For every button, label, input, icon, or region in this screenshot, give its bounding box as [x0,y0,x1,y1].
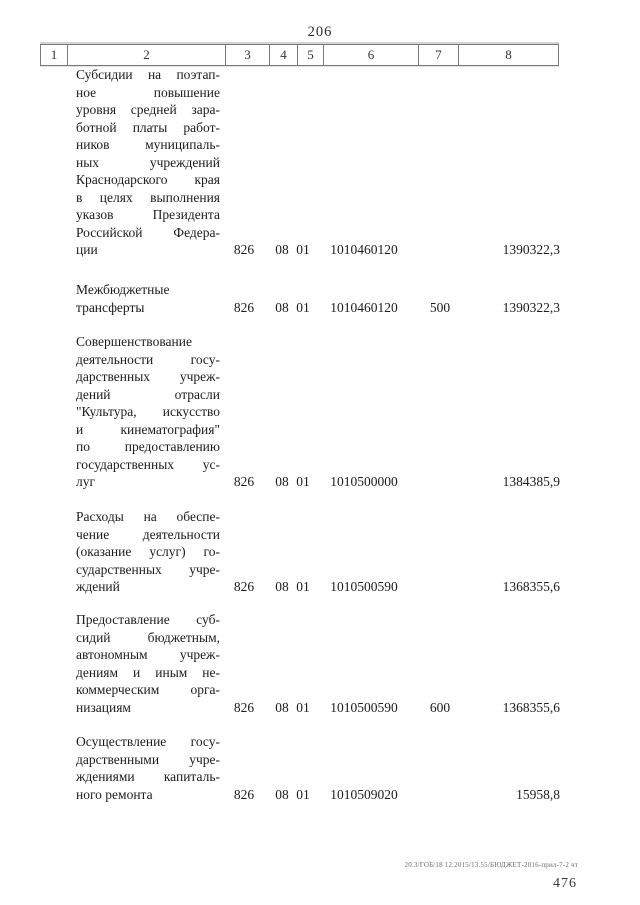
column-header-4: 4 [270,45,298,65]
text-line: дений отрасли [76,386,220,402]
row-name [76,333,220,491]
cell-section-code: 08 [275,299,289,315]
text-line: низациям [76,699,131,715]
cell-section-code: 08 [275,786,289,802]
column-header-8: 8 [505,47,512,62]
cell-subsection-code: 01 [296,474,310,489]
cell-amount: 1390322,3 [502,299,560,315]
text-line: по предоставлению [76,439,220,454]
column-header-1: 1 [41,45,68,65]
cell-section-code: 08 [275,579,289,594]
cell-expense-type-code: 600 [429,699,451,715]
text-line: луг [76,474,96,489]
row-codes [0,699,640,717]
cell-grbs-code: 826 [233,299,255,315]
cell-target-article-code: 1010500000 [330,474,398,489]
text-line: и кинематография" [76,421,220,437]
cell-target-article-code: 1010460120 [330,242,398,257]
cell-subsection-code: 01 [296,579,310,594]
text-line: дарственными учре- [76,751,220,767]
page-number-bottom: 476 [553,876,577,891]
text-line: ции [76,242,98,257]
cell-amount: 1368355,6 [502,579,560,594]
cell-grbs-code: 826 [233,242,255,257]
column-header-5: 5 [298,45,324,65]
text-line: Совершенствование [76,334,192,349]
cell-amount: 1390322,3 [502,242,560,257]
column-header-2: 2 [68,45,226,65]
row-codes [0,786,640,804]
text-line: трансферты [76,299,145,315]
text-line: государственных ус- [76,456,220,472]
cell-grbs-code: 826 [233,579,255,594]
text-line: ных учреждений [76,154,220,170]
text-line: деятельности госу- [76,351,220,367]
text-line: ников муниципаль- [76,137,220,152]
text-line: уровня средней зара- [76,102,220,117]
text-line: в целях выполнения [76,189,220,205]
cell-grbs-code: 826 [233,786,255,802]
cell-section-code: 08 [275,474,289,489]
cell-subsection-code: 01 [296,786,310,802]
cell-subsection-code: 01 [296,242,310,257]
table-header-row [40,44,559,66]
cell-section-code: 08 [275,699,289,715]
column-header-3: 3 [226,45,270,65]
cell-amount: 1368355,6 [502,699,560,715]
cell-amount: 1384385,9 [502,474,560,489]
cell-amount: 15958,8 [516,786,560,802]
cell-grbs-code: 826 [233,699,255,715]
cell-target-article-code: 1010500590 [330,579,398,594]
text-line: ботной платы работ- [76,119,220,135]
text-line: ждениями капиталь- [76,769,220,784]
row-codes [0,299,640,317]
cell-subsection-code: 01 [296,299,310,315]
page-number-top: 206 [307,24,333,40]
column-header-6: 6 [324,45,419,65]
cell-target-article-code: 1010509020 [330,786,398,802]
cell-subsection-code: 01 [296,699,310,715]
text-line: Предоставление суб- [76,612,220,627]
row-codes [0,241,640,259]
text-line: сидий бюджетным, [76,629,220,645]
text-line: дарственных учреж- [76,369,220,384]
cell-target-article-code: 1010500590 [330,699,398,715]
text-line: чение деятельности [76,526,220,542]
cell-grbs-code: 826 [233,474,255,489]
footer-print-stamp: 20.3/ГОБ/18 12.2015/13.55/БЮДЖЕТ-2016-прил-7-2 чт [404,861,578,869]
row-codes [0,473,640,491]
row-name [76,66,220,259]
text-line: Российской Федера- [76,224,220,240]
cell-target-article-code: 1010460120 [330,299,398,315]
column-header-7: 7 [419,45,459,65]
cell-section-code: 08 [275,242,289,257]
text-line: Субсидии на поэтап- [76,67,220,82]
text-line: Расходы на обеспе- [76,509,220,524]
text-line: ного ремонта [76,786,153,802]
text-line: Краснодарского края [76,172,220,187]
text-line: ное повышение [76,84,220,100]
cell-expense-type-code: 500 [429,299,451,315]
text-line: указов Президента [76,207,220,222]
text-line: дениям и иным не- [76,664,220,680]
text-line: сударственных учре- [76,561,220,577]
text-line: (оказание услуг) го- [76,544,220,559]
text-line: ждений [76,579,120,594]
row-codes [0,578,640,596]
text-line: Осуществление госу- [76,734,220,749]
text-line: автономным учреж- [76,647,220,662]
text-line: Межбюджетные [76,282,170,297]
text-line: коммерческим орга- [76,682,220,697]
text-line: "Культура, искусство [76,404,220,419]
